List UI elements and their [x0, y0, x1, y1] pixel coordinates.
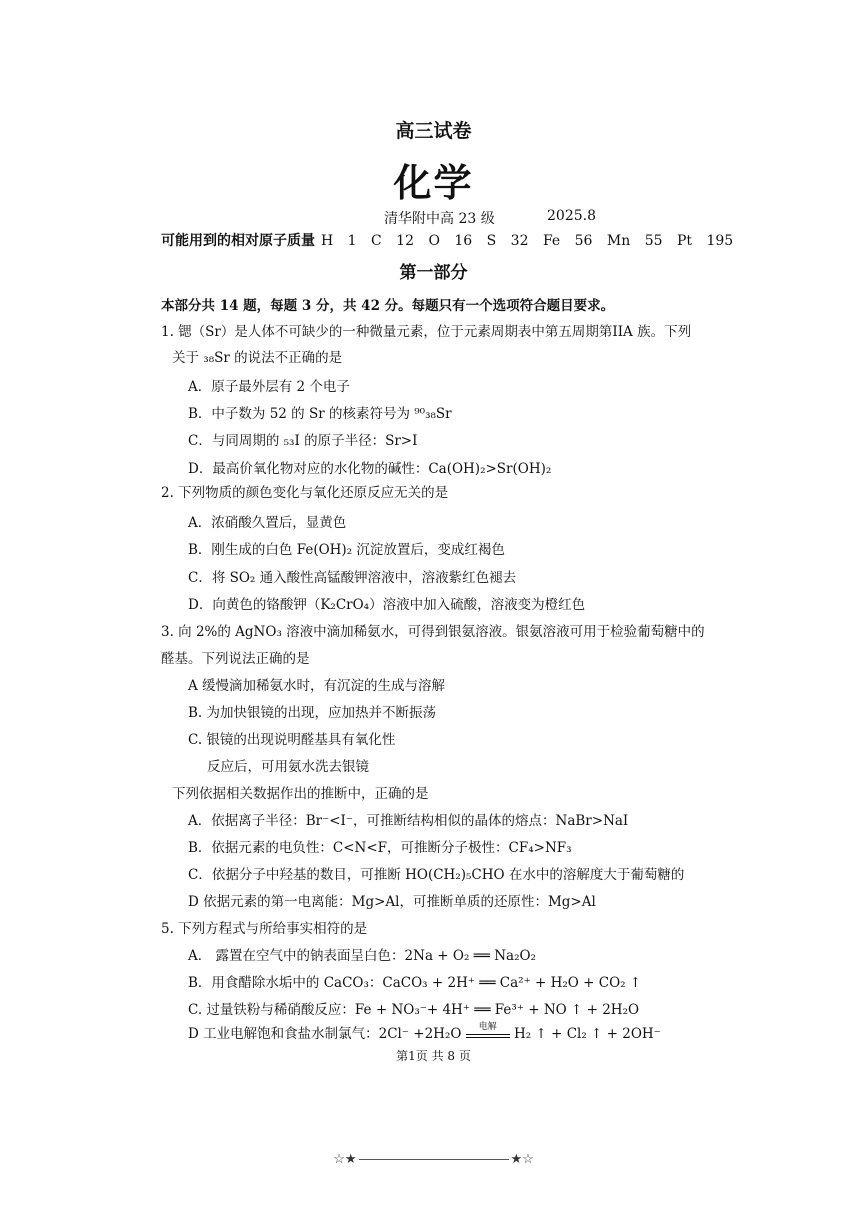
- q1-option-d: D．最高价氧化物对应的水化物的碱性：Ca(OH)₂>Sr(OH)₂: [188, 461, 552, 477]
- q5-option-d-suffix: H₂ ↑ + Cl₂ ↑ + 2OH⁻: [514, 1026, 661, 1042]
- q1-option-c: C．与同周期的 ₅₃I 的原子半径：Sr>I: [188, 433, 418, 449]
- electrolysis-condition: 电解: [478, 1021, 497, 1032]
- exam-title: 高三试卷: [395, 120, 472, 142]
- atomic-mass-values: H 1 C 12 O 16 S 32 Fe 56 Mn 55 Pt 195: [321, 233, 734, 249]
- page-number: 第1页 共 8 页: [396, 1049, 471, 1063]
- q1-stem-line2: 关于 ₃₈Sr 的说法不正确的是: [172, 350, 343, 366]
- star-icon-left: ☆★: [333, 1152, 357, 1167]
- q4-option-b: B．依据元素的电负性：C<N<F，可推断分子极性：CF₄>NF₃: [188, 840, 572, 856]
- q1-option-b: B．中子数为 52 的 Sr 的核素符号为 ⁹⁰₃₈Sr: [188, 406, 452, 422]
- subject-title: 化学: [393, 160, 474, 205]
- q3-option-b: B. 为加快银镜的出现，应加热并不断振荡: [188, 705, 437, 721]
- q4-option-d: D 依据元素的第一电离能：Mg>Al，可推断单质的还原性：Mg>Al: [188, 894, 596, 910]
- footer-decoration: [0, 1152, 867, 1167]
- q3-option-c: C. 银镜的出现说明醛基具有氧化性: [188, 732, 396, 748]
- q2-option-b: B．刚生成的白色 Fe(OH)₂ 沉淀放置后，变成红褐色: [188, 542, 505, 558]
- q3-option-d: 反应后，可用氨水洗去银镜: [207, 759, 369, 775]
- q5-stem: 5. 下列方程式与所给事实相符的是: [161, 921, 368, 937]
- q2-stem: 2. 下列物质的颜色变化与氧化还原反应无关的是: [161, 485, 449, 501]
- q3-option-a: A 缓慢滴加稀氨水时，有沉淀的生成与溶解: [188, 678, 446, 694]
- q5-option-b: B．用食醋除水垢中的 CaCO₃：CaCO₃ + 2H⁺ ══ Ca²⁺ + H₂O + CO₂ ↑: [188, 975, 642, 991]
- school-label: 清华附中高 23 级: [384, 211, 495, 227]
- q2-option-a: A．浓硝酸久置后，显黄色: [188, 515, 347, 531]
- q4-option-a: A．依据离子半径：Br⁻<I⁻，可推断结构相似的晶体的熔点：NaBr>NaI: [188, 813, 629, 829]
- atomic-mass-line: [161, 230, 733, 250]
- q5-option-c: C. 过量铁粉与稀硝酸反应：Fe + NO₃⁻+ 4H⁺ ══ Fe³⁺ + NO ↑ + 2H₂O: [188, 1002, 640, 1018]
- decoration-line: [359, 1159, 509, 1160]
- q3-stem-line1: 3. 向 2%的 AgNO₃ 溶液中滴加稀氨水，可得到银氨溶液。银氨溶液可用于检验葡萄糖中的: [161, 624, 705, 640]
- exam-date: 2025.8: [547, 208, 596, 224]
- q2-option-d: D．向黄色的铬酸钾（K₂CrO₄）溶液中加入硫酸，溶液变为橙红色: [188, 597, 586, 613]
- atomic-mass-label: 可能用到的相对原子质量: [161, 233, 315, 249]
- q4-stem: 下列依据相关数据作出的推断中，正确的是: [172, 786, 429, 802]
- electrolysis-arrow: [466, 1021, 510, 1042]
- q4-option-c: C．依据分子中羟基的数目，可推断 HO(CH₂)₅CHO 在水中的溶解度大于葡萄糖的: [188, 867, 685, 883]
- q5-option-d: [188, 1022, 661, 1042]
- part-intro: 本部分共 14 题，每题 3 分，共 42 分。每题只有一个选项符合题目要求。: [161, 298, 615, 314]
- q5-option-d-prefix: D 工业电解饱和食盐水制氯气：2Cl⁻ +2H₂O: [188, 1026, 462, 1042]
- q1-stem-line1: 1. 锶（Sr）是人体不可缺少的一种微量元素，位于元素周期表中第五周期第IIA 族。下列: [161, 324, 692, 340]
- q5-option-a: A． 露置在空气中的钠表面呈白色：2Na + O₂ ══ Na₂O₂: [188, 948, 536, 964]
- part-title: 第一部分: [399, 263, 468, 283]
- q3-stem-line2: 醛基。下列说法正确的是: [161, 651, 310, 667]
- q2-option-c: C．将 SO₂ 通入酸性高锰酸钾溶液中，溶液紫红色褪去: [188, 570, 517, 586]
- star-icon-right: ★☆: [510, 1152, 534, 1167]
- q1-option-a: A．原子最外层有 2 个电子: [188, 379, 350, 395]
